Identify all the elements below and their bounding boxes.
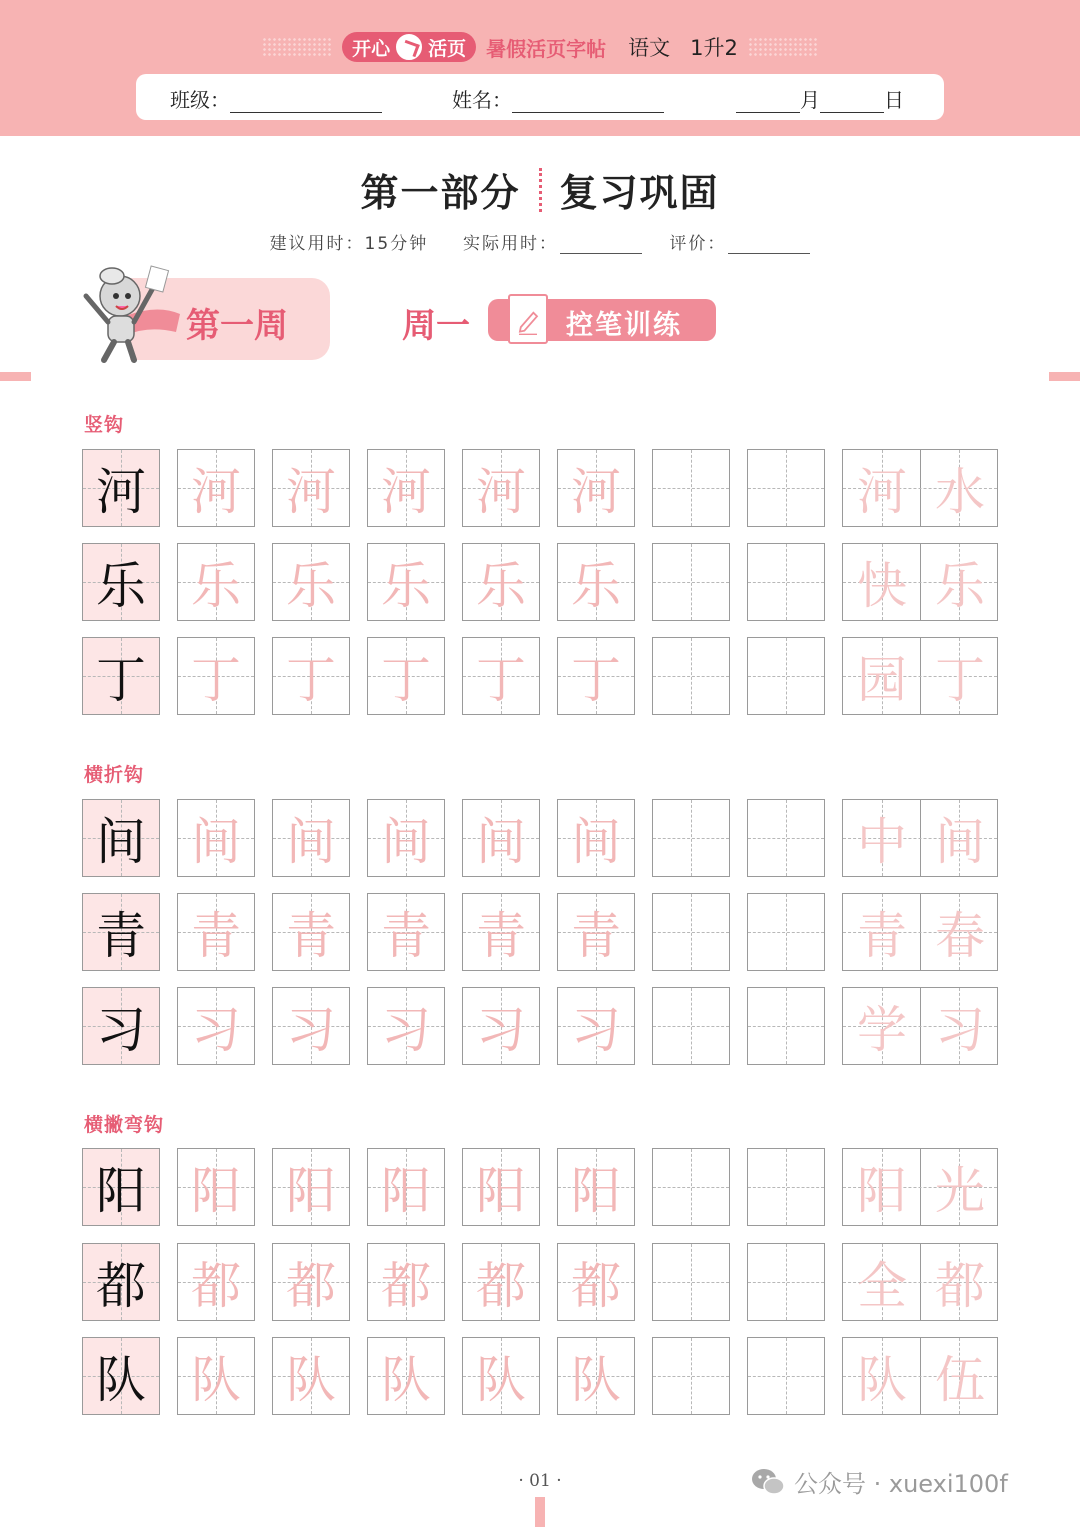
word-trace-char: 乐 xyxy=(935,557,985,615)
class-blank[interactable] xyxy=(230,91,382,113)
model-char: 丁 xyxy=(96,651,146,709)
trace-char: 间 xyxy=(286,813,336,871)
trace-char: 队 xyxy=(571,1351,621,1409)
trace-char-cell xyxy=(462,637,540,715)
trace-char-cell xyxy=(367,1148,445,1226)
trace-char: 河 xyxy=(286,463,336,521)
trace-char-cell xyxy=(557,893,635,971)
blank-practice-cell[interactable] xyxy=(747,1337,825,1415)
practice-row xyxy=(82,799,1000,877)
trace-char-cell xyxy=(272,1243,350,1321)
mascot-illustration xyxy=(72,262,182,366)
trace-char-cell xyxy=(272,799,350,877)
watermark xyxy=(750,1464,1008,1499)
word-trace-char: 水 xyxy=(935,463,985,521)
practice-row xyxy=(82,987,1000,1065)
trace-char-cell xyxy=(272,637,350,715)
trace-char: 队 xyxy=(286,1351,336,1409)
trace-char-cell xyxy=(177,1337,255,1415)
grade-label: 1升2 xyxy=(690,36,738,60)
wechat-icon xyxy=(750,1467,786,1497)
trace-char: 习 xyxy=(476,1001,526,1059)
blank-practice-cell[interactable] xyxy=(747,543,825,621)
trace-char-cell xyxy=(272,1148,350,1226)
blank-practice-cell[interactable] xyxy=(652,1337,730,1415)
model-char: 习 xyxy=(96,1001,146,1059)
trace-char: 河 xyxy=(381,463,431,521)
word-trace-cell xyxy=(842,543,998,621)
model-char-cell xyxy=(82,1243,160,1321)
blank-practice-cell[interactable] xyxy=(652,799,730,877)
word-trace-char: 园 xyxy=(857,651,907,709)
class-label: 班级： xyxy=(170,88,230,112)
stroke-label: 横撇弯钩 xyxy=(84,1114,165,1136)
trace-char: 青 xyxy=(286,907,336,965)
word-trace-cell xyxy=(842,1243,998,1321)
trace-char: 阳 xyxy=(286,1162,336,1220)
practice-row xyxy=(82,449,1000,527)
word-trace-cell xyxy=(842,1148,998,1226)
word-trace-char: 全 xyxy=(857,1257,907,1315)
trace-char-cell xyxy=(367,637,445,715)
trace-char-cell xyxy=(367,799,445,877)
model-char-cell xyxy=(82,543,160,621)
trace-char: 阳 xyxy=(476,1162,526,1220)
suggested-time: 建议用时：15分钟 xyxy=(269,234,429,254)
word-trace-cell xyxy=(842,893,998,971)
blank-practice-cell[interactable] xyxy=(747,1148,825,1226)
blank-practice-cell[interactable] xyxy=(747,449,825,527)
model-char-cell xyxy=(82,1148,160,1226)
name-label: 姓名： xyxy=(452,88,512,112)
trace-char: 丁 xyxy=(476,651,526,709)
title-row xyxy=(0,162,1080,217)
word-trace-char: 间 xyxy=(935,813,985,871)
title-separator xyxy=(539,168,542,212)
trace-char-cell xyxy=(557,543,635,621)
trace-char-cell xyxy=(462,1337,540,1415)
name-blank[interactable] xyxy=(512,91,664,113)
month-label: 月 xyxy=(800,88,820,112)
word-trace-char: 都 xyxy=(935,1257,985,1315)
trace-char: 青 xyxy=(381,907,431,965)
trace-char: 习 xyxy=(571,1001,621,1059)
trace-char: 队 xyxy=(381,1351,431,1409)
trace-char-cell xyxy=(557,1243,635,1321)
trace-char-cell xyxy=(557,1148,635,1226)
model-char-cell xyxy=(82,637,160,715)
brand-right-text: 活页 xyxy=(428,37,467,60)
student-info-box xyxy=(136,74,944,120)
trace-char: 河 xyxy=(571,463,621,521)
trace-char-cell xyxy=(272,987,350,1065)
trace-char-cell xyxy=(177,987,255,1065)
brand-logo-icon xyxy=(394,32,424,62)
trace-char: 队 xyxy=(476,1351,526,1409)
word-trace-char: 中 xyxy=(857,813,907,871)
trace-char: 乐 xyxy=(191,557,241,615)
trace-char: 阳 xyxy=(571,1162,621,1220)
word-trace-cell xyxy=(842,987,998,1065)
day-label: 日 xyxy=(884,88,904,112)
model-char: 阳 xyxy=(96,1162,146,1220)
word-trace-char: 快 xyxy=(857,557,907,615)
blank-practice-cell[interactable] xyxy=(747,1243,825,1321)
model-char: 都 xyxy=(96,1257,146,1315)
trace-char: 都 xyxy=(191,1257,241,1315)
trace-char: 乐 xyxy=(571,557,621,615)
model-char: 间 xyxy=(96,813,146,871)
dot-pattern-left xyxy=(262,37,332,57)
trace-char: 间 xyxy=(476,813,526,871)
brand-left-text: 开心 xyxy=(352,37,391,60)
page-bar-decoration xyxy=(535,1497,545,1527)
trace-char-cell xyxy=(462,893,540,971)
trace-char: 河 xyxy=(191,463,241,521)
date-field xyxy=(736,84,904,113)
part-title: 第一部分 xyxy=(360,171,521,215)
brand-logo xyxy=(342,32,476,62)
class-field xyxy=(170,84,382,113)
trace-char-cell xyxy=(177,1243,255,1321)
subject-label: 语文 xyxy=(628,36,671,60)
trace-char-cell xyxy=(557,637,635,715)
brand-row xyxy=(0,26,1080,68)
model-char: 青 xyxy=(96,907,146,965)
trace-char: 都 xyxy=(381,1257,431,1315)
trace-char-cell xyxy=(272,893,350,971)
model-char: 河 xyxy=(96,463,146,521)
trace-char: 间 xyxy=(381,813,431,871)
trace-char-cell xyxy=(177,1148,255,1226)
word-trace-char: 丁 xyxy=(935,651,985,709)
evaluation-label: 评价： xyxy=(669,234,727,254)
trace-char-cell xyxy=(367,449,445,527)
trace-char-cell xyxy=(367,987,445,1065)
practice-row xyxy=(82,1148,1000,1226)
trace-char-cell xyxy=(462,987,540,1065)
word-trace-cell xyxy=(842,1337,998,1415)
trace-char-cell xyxy=(272,543,350,621)
trace-char-cell xyxy=(462,799,540,877)
trace-char: 习 xyxy=(381,1001,431,1059)
trace-char-cell xyxy=(177,637,255,715)
practice-row xyxy=(82,1243,1000,1321)
trace-char: 都 xyxy=(571,1257,621,1315)
word-trace-char: 河 xyxy=(857,463,907,521)
word-trace-cell xyxy=(842,799,998,877)
actual-time-blank[interactable] xyxy=(560,236,642,254)
blank-practice-cell[interactable] xyxy=(747,637,825,715)
blank-practice-cell[interactable] xyxy=(747,987,825,1065)
trace-char: 都 xyxy=(286,1257,336,1315)
trace-char: 习 xyxy=(286,1001,336,1059)
model-char: 队 xyxy=(96,1351,146,1409)
trace-char: 青 xyxy=(476,907,526,965)
practice-row xyxy=(82,543,1000,621)
trace-char-cell xyxy=(557,799,635,877)
task-label: 控笔训练 xyxy=(566,310,682,341)
model-char-cell xyxy=(82,799,160,877)
trace-char-cell xyxy=(557,987,635,1065)
blank-practice-cell[interactable] xyxy=(652,543,730,621)
trace-char-cell xyxy=(177,799,255,877)
blank-practice-cell[interactable] xyxy=(747,799,825,877)
word-trace-char: 光 xyxy=(935,1162,985,1220)
trace-char-cell xyxy=(367,1243,445,1321)
trace-char-cell xyxy=(462,543,540,621)
word-trace-cell xyxy=(842,449,998,527)
day-label-heading: 周一 xyxy=(402,306,470,346)
trace-char: 青 xyxy=(571,907,621,965)
model-char-cell xyxy=(82,987,160,1065)
trace-char-cell xyxy=(272,449,350,527)
name-field xyxy=(452,84,664,113)
trace-char-cell xyxy=(367,893,445,971)
meta-row xyxy=(0,229,1080,254)
side-decoration-right xyxy=(1049,372,1080,381)
blank-practice-cell[interactable] xyxy=(652,987,730,1065)
model-char-cell xyxy=(82,893,160,971)
trace-char: 队 xyxy=(191,1351,241,1409)
stroke-label: 横折钩 xyxy=(84,764,145,786)
blank-practice-cell[interactable] xyxy=(652,637,730,715)
word-trace-char: 伍 xyxy=(935,1351,985,1409)
trace-char: 丁 xyxy=(191,651,241,709)
trace-char-cell xyxy=(557,1337,635,1415)
practice-row xyxy=(82,1337,1000,1415)
trace-char-cell xyxy=(177,543,255,621)
word-trace-char: 习 xyxy=(935,1001,985,1059)
stroke-label: 竖钩 xyxy=(84,414,125,436)
trace-char-cell xyxy=(367,543,445,621)
word-trace-char: 春 xyxy=(935,907,985,965)
practice-row xyxy=(82,637,1000,715)
topic-title: 复习巩固 xyxy=(559,171,720,215)
trace-char: 丁 xyxy=(381,651,431,709)
trace-char-cell xyxy=(462,1148,540,1226)
trace-char-cell xyxy=(177,449,255,527)
practice-row xyxy=(82,893,1000,971)
trace-char: 青 xyxy=(191,907,241,965)
pencil-note-icon xyxy=(508,294,548,344)
trace-char: 河 xyxy=(476,463,526,521)
trace-char-cell xyxy=(367,1337,445,1415)
word-trace-char: 学 xyxy=(857,1001,907,1059)
trace-char-cell xyxy=(272,1337,350,1415)
word-trace-char: 青 xyxy=(857,907,907,965)
blank-practice-cell[interactable] xyxy=(652,1243,730,1321)
trace-char: 间 xyxy=(191,813,241,871)
week-label: 第一周 xyxy=(186,306,288,346)
word-trace-char: 阳 xyxy=(857,1162,907,1220)
trace-char: 阳 xyxy=(191,1162,241,1220)
actual-time-label: 实际用时： xyxy=(463,234,559,254)
trace-char: 乐 xyxy=(286,557,336,615)
product-name: 暑假活页字帖 xyxy=(486,36,607,61)
month-blank[interactable] xyxy=(736,91,800,113)
side-decoration-left xyxy=(0,372,31,381)
blank-practice-cell[interactable] xyxy=(652,893,730,971)
day-blank[interactable] xyxy=(820,91,884,113)
trace-char: 乐 xyxy=(381,557,431,615)
blank-practice-cell[interactable] xyxy=(747,893,825,971)
trace-char: 阳 xyxy=(381,1162,431,1220)
model-char-cell xyxy=(82,449,160,527)
model-char: 乐 xyxy=(96,557,146,615)
word-trace-cell xyxy=(842,637,998,715)
trace-char: 间 xyxy=(571,813,621,871)
trace-char-cell xyxy=(462,449,540,527)
evaluation-blank[interactable] xyxy=(728,236,810,254)
blank-practice-cell[interactable] xyxy=(652,449,730,527)
trace-char: 乐 xyxy=(476,557,526,615)
page-number: · 01 · xyxy=(518,1471,562,1491)
trace-char-cell xyxy=(177,893,255,971)
word-trace-char: 队 xyxy=(857,1351,907,1409)
trace-char-cell xyxy=(462,1243,540,1321)
trace-char: 丁 xyxy=(571,651,621,709)
blank-practice-cell[interactable] xyxy=(652,1148,730,1226)
dot-pattern-right xyxy=(748,37,818,57)
trace-char: 都 xyxy=(476,1257,526,1315)
watermark-text: 公众号 · xuexi100f xyxy=(794,1470,1008,1498)
trace-char: 习 xyxy=(191,1001,241,1059)
trace-char: 丁 xyxy=(286,651,336,709)
model-char-cell xyxy=(82,1337,160,1415)
trace-char-cell xyxy=(557,449,635,527)
